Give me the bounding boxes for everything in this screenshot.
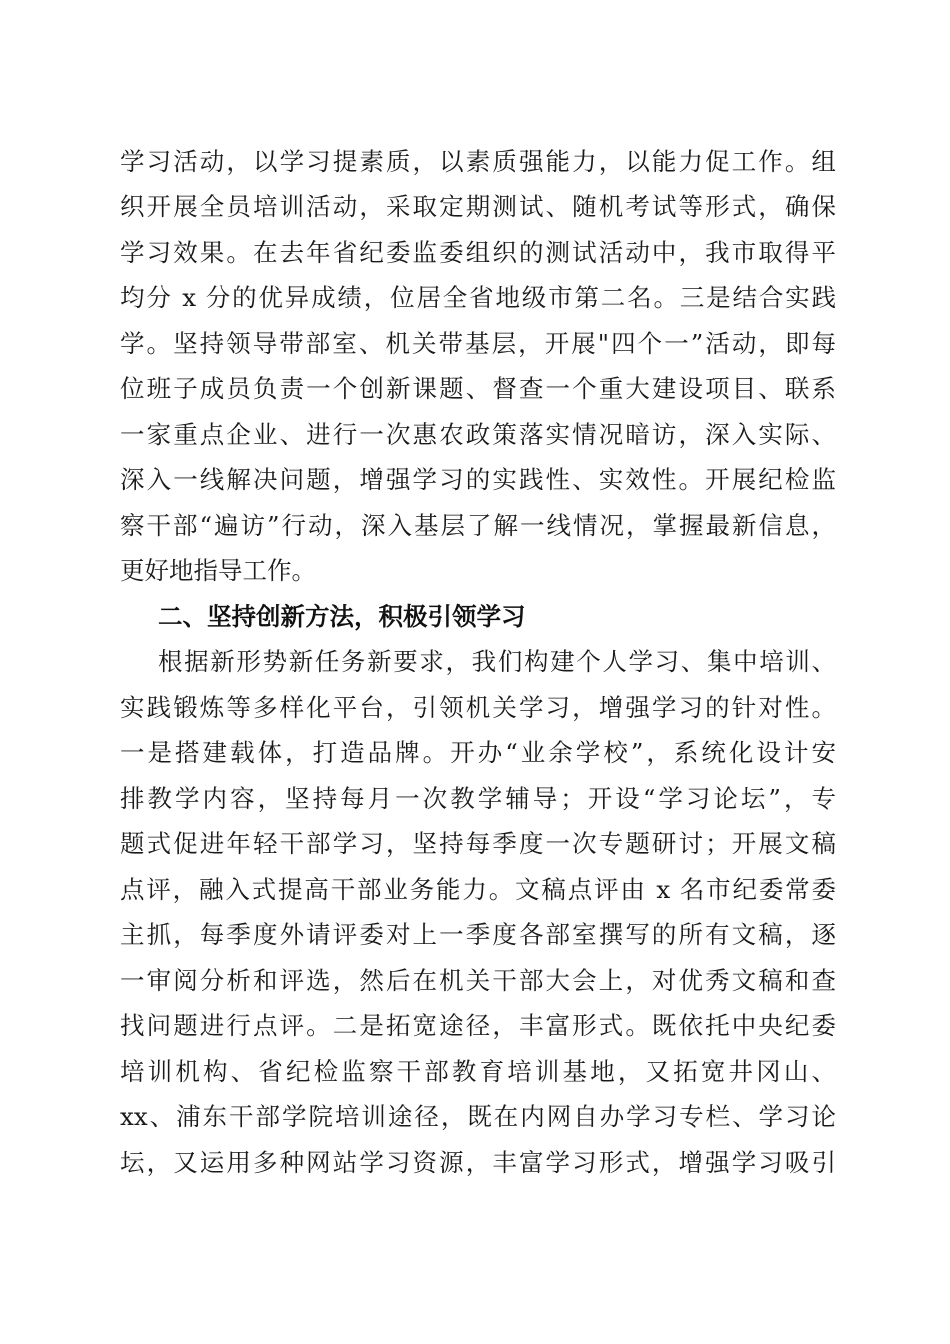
paragraph-line: 学习效果。在去年省纪委监委组织的测试活动中，我市取得平 [120, 238, 836, 267]
paragraph-line: 找问题进行点评。二是拓宽途径，丰富形式。既依托中央纪委 [120, 1011, 836, 1040]
paragraph-line: 学习活动，以学习提素质，以素质强能力，以能力促工作。组 [120, 147, 836, 176]
paragraph-line: 一家重点企业、进行一次惠农政策落实情况暗访，深入实际、 [120, 420, 836, 449]
paragraph-line: 一审阅分析和评选，然后在机关干部大会上，对优秀文稿和查 [120, 966, 836, 995]
paragraph-line: 点评，融入式提高干部业务能力。文稿点评由 x 名市纪委常委 [120, 875, 836, 904]
paragraph-line: xx、浦东干部学院培训途径，既在内网自办学习专栏、学习论 [120, 1102, 836, 1131]
paragraph-line: 均分 x 分的优异成绩，位居全省地级市第二名。三是结合实践 [120, 283, 836, 312]
paragraph-line: 坛，又运用多种网站学习资源，丰富学习形式，增强学习吸引 [120, 1148, 836, 1177]
section-heading: 二、坚持创新方法，积极引领学习 [158, 602, 526, 631]
paragraph-line: 题式促进年轻干部学习，坚持每季度一次专题研讨；开展文稿 [120, 829, 836, 858]
paragraph-line: 织开展全员培训活动，采取定期测试、随机考试等形式，确保 [120, 192, 836, 221]
paragraph-line: 位班子成员负责一个创新课题、督查一个重大建设项目、联系 [120, 374, 836, 403]
paragraph-line: 更好地指导工作。 [120, 556, 316, 585]
paragraph-line: 排教学内容，坚持每月一次教学辅导；开设“学习论坛”，专 [120, 784, 836, 813]
paragraph-line: 学。坚持领导带部室、机关带基层，开展"四个一”活动，即每 [120, 329, 836, 358]
paragraph-line: 察干部“遍访”行动，深入基层了解一线情况，掌握最新信息， [120, 511, 836, 540]
paragraph-line: 实践锻炼等多样化平台，引领机关学习，增强学习的针对性。 [120, 693, 836, 722]
paragraph-line: 根据新形势新任务新要求，我们构建个人学习、集中培训、 [158, 647, 836, 676]
paragraph-line: 主抓，每季度外请评委对上一季度各部室撰写的所有文稿，逐 [120, 920, 836, 949]
paragraph-line: 培训机构、省纪检监察干部教育培训基地，又拓宽井冈山、 [120, 1057, 836, 1086]
paragraph-line: 一是搭建载体，打造品牌。开办“业余学校”，系统化设计安 [120, 738, 836, 767]
paragraph-line: 深入一线解决问题，增强学习的实践性、实效性。开展纪检监 [120, 465, 836, 494]
